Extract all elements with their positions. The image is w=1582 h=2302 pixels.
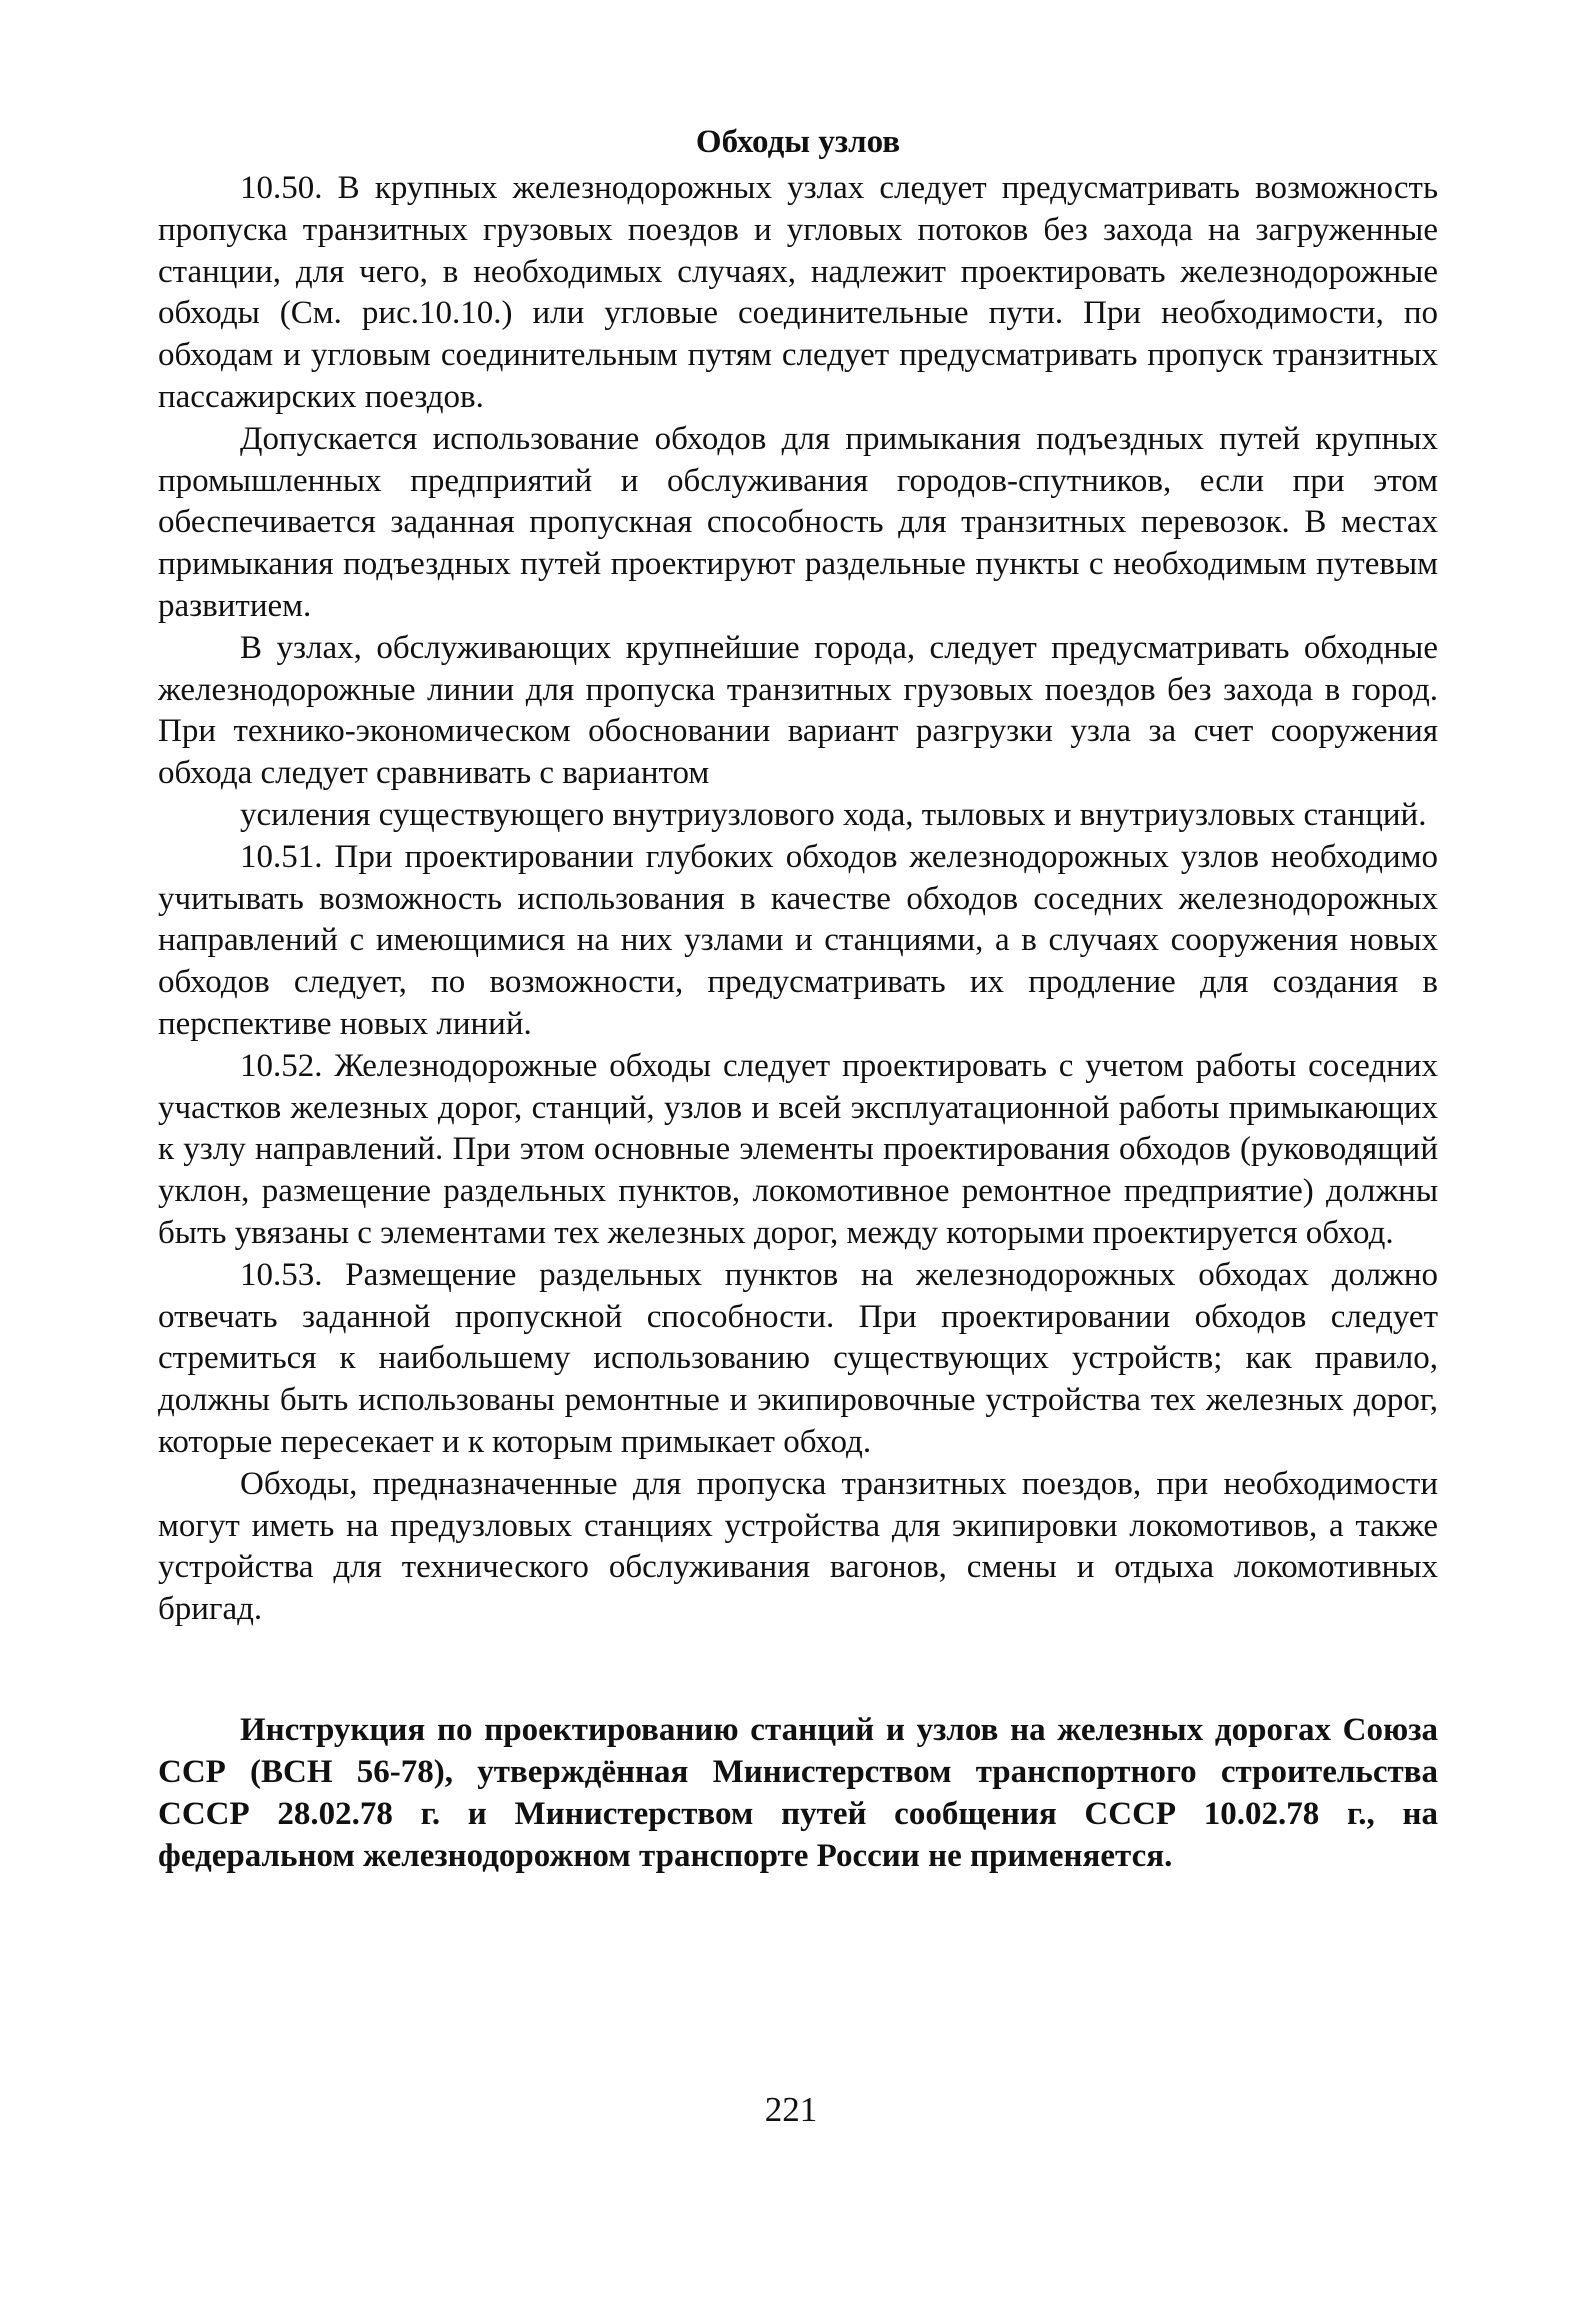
page-number: 221: [764, 2090, 818, 2129]
document-page: [158, 120, 1438, 1910]
paragraph-10-51: 10.51. При проектировании глубоких обходов железнодорожных узлов необходимо учитывать возможность использования в качестве обходов соседних железнодорожных направлений с имеющимися на них узлами и станциями, а в случаях сооружения новых обходов следует, по возможности, предусматривать их продление для создания в перспективе новых линий.: [158, 838, 1438, 1042]
paragraph-10-50: 10.50. В крупных железнодорожных узлах следует предусматривать возможность пропуска транзитных грузовых поездов и угловых потоков без захода на загруженные станции, для чего, в необходимых случаях, надлежит проектировать железнодорожные обходы (См. рис.10.10.) или угловые соединительные пути. При необходимости, по обходам и угловым соединительным путям следует предусматривать пропуск транзитных пассажирских поездов.: [158, 170, 1438, 415]
paragraph-bypass-equipment: Обходы, предназначенные для пропуска транзитных поездов, при необходимости могут иметь на предузловых станциях устройства для экипировки локомотивов, а также устройства для технического обслуживания вагонов, смены и отдыха локомотивных бригад.: [158, 1465, 1438, 1628]
paragraph-bypass-lines: В узлах, обслуживающих крупнейшие города, следует предусматривать обходные железнодорожные линии для пропуска транзитных грузовых поездов без захода в город. При технико-экономическом обосновании вариант разгрузки узла за счет сооружения обхода следует сравнивать с вариантом: [158, 629, 1438, 792]
paragraph-bypass-sidings: Допускается использование обходов для примыкания подъездных путей крупных промышленных предприятий и обслуживания городов-спутников, если при этом обеспечивается заданная пропускная способность для транзитных перевозок. В местах примыкания подъездных путей проектируют раздельные пункты с необходимым путевым развитием.: [158, 420, 1438, 624]
section-title: Обходы узлов: [695, 124, 901, 160]
paragraph-10-52: 10.52. Железнодорожные обходы следует проектировать с учетом работы соседних участков железных дорог, станций, узлов и всей эксплуатационной работы примыкающих к узлу направлений. При этом основные элементы проектирования обходов (руководящий уклон, размещение раздельных пунктов, локомотивное ремонтное предприятие) должны быть увязаны с элементами тех железных дорог, между которыми проектируется обход.: [158, 1047, 1438, 1251]
paragraph-continuation: усиления существующего внутриузлового хода, тыловых и внутриузловых станций.: [240, 796, 1427, 833]
notice-not-applied: Инструкция по проектированию станций и узлов на железных дорогах Союза ССР (ВСН 56-78), утверждённая Министерством транспортного строительства СССР 28.02.78 г. и Министерством путей сообщения СССР 10.02.78 г., на федеральном железнодорожном транспорте России не применяется.: [158, 1711, 1438, 1874]
paragraph-10-53: 10.53. Размещение раздельных пунктов на железнодорожных обходах должно отвечать заданной пропускной способности. При проектировании обходов следует стремиться к наибольшему использованию существующих устройств; как правило, должны быть использованы ремонтные и экипировочные устройства тех железных дорог, которые пересекает и к которым примыкает обход.: [158, 1256, 1438, 1460]
